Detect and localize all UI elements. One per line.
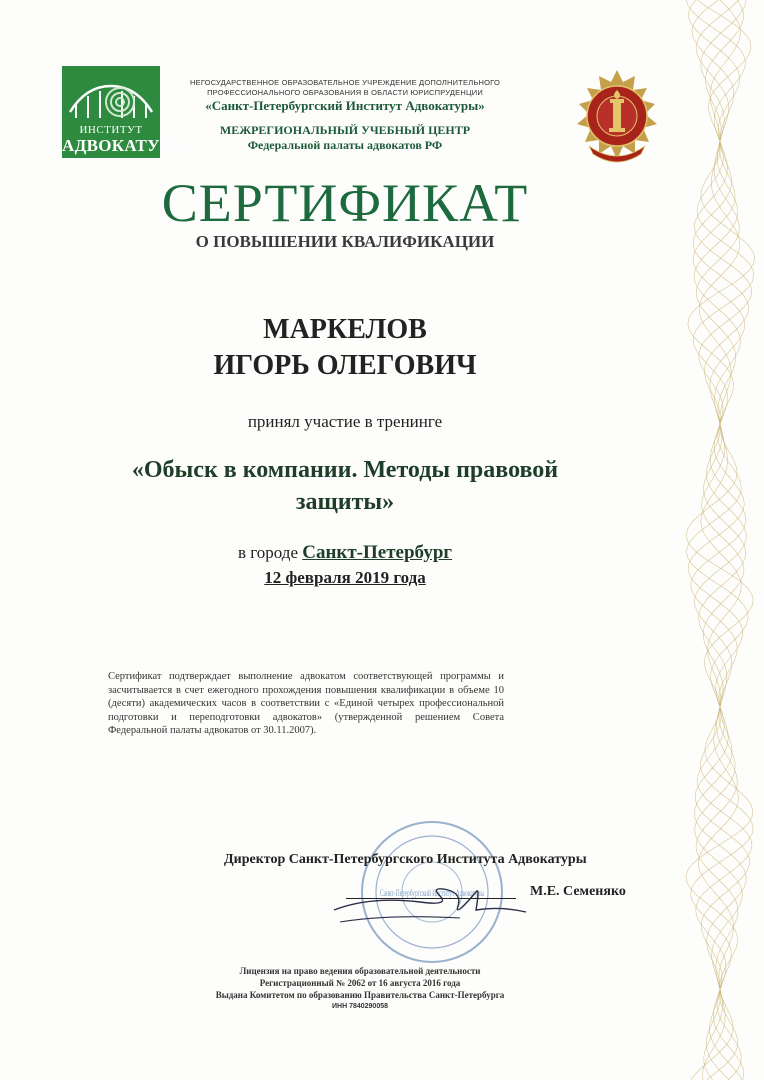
recipient-surname: МАРКЕЛОВ <box>263 314 427 345</box>
certificate-title: СЕРТИФИКАТ <box>161 173 529 233</box>
license-line2: Регистрационный № 2062 от 16 августа 2016 года <box>259 978 461 988</box>
handwritten-signature <box>330 866 530 936</box>
recipient-given-names: ИГОРЬ ОЛЕГОВИЧ <box>213 350 477 381</box>
ornament-strand <box>686 0 755 1080</box>
logo-text-line1: ИНСТИТУТ <box>79 124 143 136</box>
training-title <box>0 454 690 518</box>
ornament-strand <box>688 0 752 1080</box>
org-type-line2: ПРОФЕССИОНАЛЬНОГО ОБРАЗОВАНИЯ В ОБЛАСТИ ЮРИСПРУДЕНЦИИ <box>207 88 483 97</box>
signature-line <box>346 898 516 899</box>
participation-text: принял участие в тренинге <box>247 412 443 431</box>
training-center-line2: Федеральной палаты адвокатов РФ <box>247 138 443 152</box>
ornament-strand <box>696 0 744 1080</box>
city-prefix: в городе <box>237 543 298 562</box>
decorative-border-ornament <box>676 0 764 1080</box>
training-title-line1: «Обыск в компании. Методы правовой <box>131 457 559 483</box>
city-name: Санкт-Петербург <box>302 542 453 563</box>
training-date: 12 февраля 2019 года <box>264 568 426 587</box>
license-line3: Выдана Комитетом по образованию Правительства Санкт-Петербурга <box>215 990 505 1000</box>
training-center-line1: МЕЖРЕГИОНАЛЬНЫЙ УЧЕБНЫЙ ЦЕНТР <box>219 123 471 137</box>
ornament-strand <box>694 0 746 1080</box>
certificate-body-text: Сертификат подтверждает выполнение адвокатом соответствующей программы и засчитывается в счет ежегодного прохождения повышения квалификации в объеме 10 (десяти) академических часов в соответствии с «Единой четырех профессиональной подготовки и переподготовки адвокатов» (утвержденной решением Совета Федеральной палаты адвокатов от 30.11.2007). <box>108 671 504 736</box>
ornament-strand <box>691 0 750 1080</box>
license-inn: ИНН 7840290058 <box>331 1003 389 1010</box>
ornament-strand <box>693 0 746 1080</box>
signer-name: М.Е. Семеняко <box>530 884 626 899</box>
director-title: Директор Санкт-Петербургского Института Адвокатуры <box>224 852 587 867</box>
city-line <box>0 542 690 564</box>
org-type-line1: НЕГОСУДАРСТВЕННОЕ ОБРАЗОВАТЕЛЬНОЕ УЧРЕЖДЕНИЕ ДОПОЛНИТЕЛЬНОГО <box>190 78 500 87</box>
training-title-line2: защиты» <box>295 489 395 515</box>
ornament-strand <box>686 0 754 1080</box>
org-name: «Санкт-Петербургский Институт Адвокатуры» <box>205 98 485 113</box>
license-line1: Лицензия на право ведения образовательной деятельности <box>239 966 481 976</box>
stamp-text: Санкт-Петербургский Институт Адвокатуры <box>380 888 484 898</box>
certificate-subtitle: О ПОВЫШЕНИИ КВАЛИФИКАЦИИ <box>195 232 495 251</box>
logo-text-line2: АДВОКАТУРЫ <box>62 136 188 155</box>
